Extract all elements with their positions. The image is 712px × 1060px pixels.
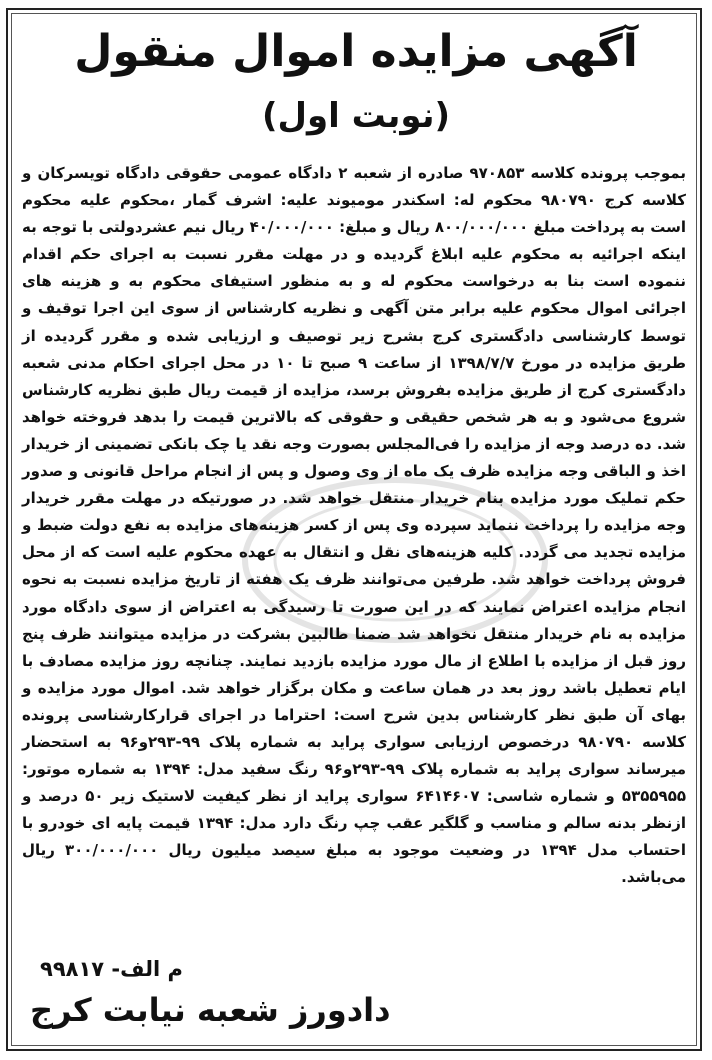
notice-body: بموجب پرونده کلاسه ۹۷۰۸۵۳ صادره از شعبه ۲ دادگاه عمومی حقوقی دادگاه تویسرکان و کلاسه کرج ۹۸۰۷۹۰ محکوم له: اسکندر مومیوند علیه: اشرف گمار ،محکوم علیه محکوم است به پرداخت مبلغ ۸۰۰/۰۰۰/۰۰۰ ریال و مبلغ: ۴۰/۰۰۰/۰۰۰ ریال نیم عشردولتی با توجه به اینکه اجرائیه به محکوم علیه ابلاغ گردیده و در مهلت مقرر نسبت به اجرای حکم اقدام ننموده است بنا به درخواست محکوم له و به منظور استیفای محکوم به و هزینه های اجرائی اموال محکوم علیه برابر متن آگهی و نظریه کارشناس از سوی این اجرا توقیف و توسط کارشناسی دادگستری کرج بشرح زیر توصیف و ارزیابی شده و مقرر گردیده از طریق مزایده در مورخ ۱۳۹۸/۷/۷ از ساعت ۹ صبح تا ۱۰ در محل اجرای احکام مدنی شعبه دادگستری کرج از طریق مزایده بفروش برسد، مزایده از قیمت ریال طبق نظریه کارشناس شروع می‌شود و به هر شخص حقیقی و حقوقی که بالاترین قیمت را بدهد فروخته خواهد شد. ده درصد وجه از مزایده را فی‌المجلس بصورت وجه نقد یا چک بانکی تضمینی از خریدار اخذ و الباقی وجه مزایده ظرف یک ماه از وی وصول و پس از انجام مراحل قانونی و صدور حکم تملیک مورد مزایده بنام خریدار منتقل خواهد شد. در صورتیکه در مهلت مقرر خریدار وجه مزایده را پرداخت ننماید سپرده وی پس از کسر هزینه‌های مزایده به نفع دولت ضبط و مزایده تجدید می گردد. کلیه هزینه‌های نقل و انتقال به عهده محکوم علیه است که از محل فروش پرداخت خواهد شد. طرفین می‌توانند ظرف یک هفته از تاریخ مزایده نسبت به نحوه انجام مزایده اعتراض نمایند که در این صورت تا رسیدگی به اعتراض از سوی دادگاه مورد مزایده به نام خریدار منتقل نخواهد شد ضمنا طالبین بشرکت در مزایده میتوانند ظرف پنج روز قبل از مزایده با اطلاع از مال مورد مزایده بازدید نمایند. چنانچه روز مزایده مصادف با ایام تعطیل باشد روز بعد در همان ساعت و مکان برگزار خواهد شد. اموال مورد مزایده و بهای آن طبق نظر کارشناس بدین شرح است: احتراما در اجرای قرارکارشناسی پرونده کلاسه ۹۸۰۷۹۰ درخصوص ارزیابی سواری پراید به شماره پلاک ۹۹-۲۹۳و۹۶ به استحضار میرساند سواری پراید به شماره پلاک ۹۹-۲۹۳و۹۶ رنگ سفید مدل: ۱۳۹۴ به شماره موتور: ۵۳۵۵۹۵۵ و شماره شاسی: ۶۴۱۴۶۰۷ سواری پراید از نظر کیفیت لاستیک زیر ۵۰ درصد و ازنظر بدنه سالم و مناسب و گلگیر عقب چپ رنگ دارد مدل: ۱۳۹۴ قیمت پایه ای خودرو با احتساب مدل ۱۳۹۴ در وضعیت موجود به مبلغ سیصد میلیون ریال ۳۰۰/۰۰۰/۰۰۰ ریال می‌باشد. bbox=[22, 164, 687, 887]
signature-line: دادورز شعبه نیابت کرج bbox=[30, 991, 391, 1029]
reference-code: م الف- ۹۹۸۱۷ bbox=[40, 957, 183, 981]
notice-title: آگهی مزایده اموال منقول bbox=[74, 26, 638, 77]
notice-subtitle: (نوبت اول) bbox=[261, 96, 451, 136]
